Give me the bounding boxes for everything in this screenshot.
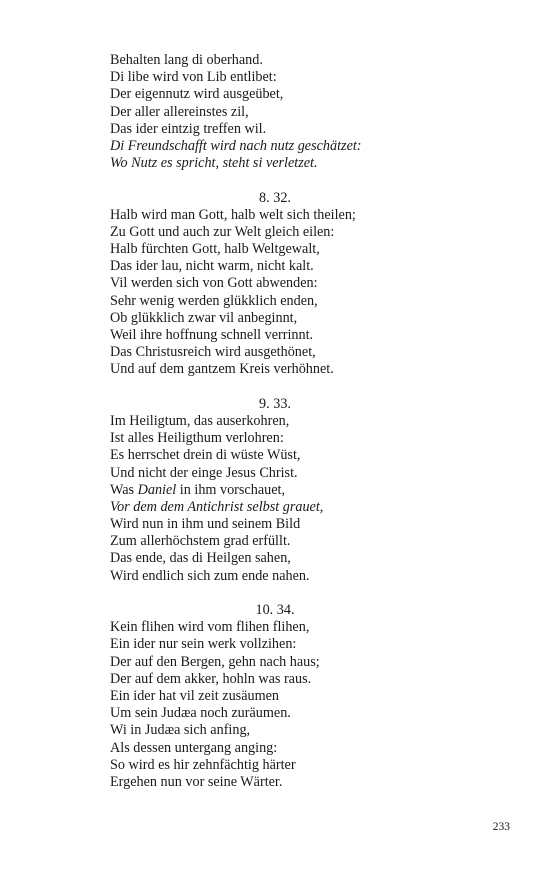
verse-line: [110, 155, 440, 172]
verse-text: Zu Gott und auch zur Welt gleich eilen:: [110, 223, 335, 240]
verse-text: Ergehen nun vor seine Wärter.: [110, 773, 283, 790]
stanza-heading: 10. 34.: [255, 602, 295, 618]
verse-line: [110, 619, 440, 636]
stanza-heading: 9. 33.: [259, 395, 291, 412]
verse-text: Ist alles Heiligthum verlohren:: [110, 430, 284, 447]
verse-line: [110, 688, 440, 705]
verse-line: [110, 361, 440, 378]
verse-line: [110, 705, 440, 722]
verse-text: Im Heiligtum, das auserkohren,: [110, 412, 290, 429]
verse-text: Als dessen untergang anging:: [110, 739, 278, 756]
verse-text: Weil ihre hoffnung schnell verrinnt.: [110, 327, 314, 343]
verse-line: [110, 740, 440, 757]
verse-text: Das ider eintzig treffen wil.: [110, 120, 267, 137]
italic-text: Wo Nutz es spricht, steht si verletzet.: [110, 155, 318, 172]
verse-text: Und auf dem gantzem Kreis verhöhnet.: [110, 361, 334, 378]
verse-text: Sehr wenig werden glükklich enden,: [110, 292, 318, 309]
verse-text: Das Christusreich wird ausgethönet,: [110, 344, 316, 361]
stanza-gap: [110, 585, 440, 602]
verse-line: [110, 499, 440, 516]
verse-text: Der auf dem akker, hohln was raus.: [110, 670, 312, 687]
verse-line: [110, 69, 440, 86]
italic-text: Vor dem dem Antichrist selbst grauet,: [110, 498, 324, 515]
verse-text: Der eigennutz wird ausgeübet,: [110, 86, 284, 103]
stanza: [110, 52, 440, 172]
page-number: 233: [492, 821, 510, 833]
verse-line: [110, 241, 440, 258]
verse-text: Es herrschet drein di wüste Wüst,: [110, 447, 301, 464]
verse-line: [110, 275, 440, 292]
verse-text: Wird endlich sich zum ende nahen.: [110, 567, 310, 584]
verse-text: Und nicht der einge Jesus Christ.: [110, 464, 298, 481]
verse-text: Ob glükklich zwar vil anbeginnt,: [110, 309, 298, 326]
verse-line: [110, 465, 440, 482]
verse-text: Um sein Judæa noch zuräumen.: [110, 705, 291, 722]
verse-line: [110, 104, 440, 121]
italic-text: Di Freundschafft wird nach nutz geschätzet:: [110, 137, 362, 154]
verse-line: [110, 224, 440, 241]
verse-text: Vil werden sich von Gott abwenden:: [110, 275, 318, 292]
verse-text: Das ider lau, nicht warm, nicht kalt.: [110, 258, 314, 275]
verse-line: [110, 482, 440, 499]
stanza-gap: [110, 379, 440, 396]
verse-text: Halb wird man Gott, halb welt sich theilen;: [110, 206, 356, 223]
poem-body: [110, 52, 440, 791]
verse-text: Der auf den Bergen, gehn nach haus;: [110, 653, 320, 670]
stanza: [110, 602, 440, 791]
verse-line: [110, 757, 440, 774]
verse-line: [110, 138, 440, 155]
stanza-heading: 8. 32.: [259, 189, 291, 206]
verse-text: Der aller allereinstes zil,: [110, 103, 249, 120]
verse-text: Wi in Judæa sich anfing,: [110, 722, 251, 739]
verse-line: [110, 550, 440, 567]
verse-text: in ihm vorschauet,: [176, 481, 285, 498]
verse-text: Ein ider nur sein werk vollzihen:: [110, 636, 297, 653]
verse-text: Halb fürchten Gott, halb Weltgewalt,: [110, 241, 320, 258]
stanza: [110, 396, 440, 585]
verse-line: [110, 568, 440, 585]
verse-line: [110, 293, 440, 310]
verse-text: Ein ider hat vil zeit zusäumen: [110, 687, 280, 704]
verse-line: [110, 413, 440, 430]
verse-text: Kein flihen wird vom flihen flihen,: [110, 619, 310, 636]
verse-text: Das ende, das di Heilgen sahen,: [110, 550, 291, 567]
verse-text: Zum allerhöchstem grad erfüllt.: [110, 533, 291, 550]
stanza: [110, 190, 440, 379]
verse-line: [110, 121, 440, 138]
verse-line: [110, 636, 440, 653]
verse-text: Di libe wird von Lib entlibet:: [110, 69, 277, 86]
verse-text: Was: [110, 481, 138, 498]
verse-line: [110, 310, 440, 327]
verse-line: [110, 86, 440, 103]
verse-line: [110, 516, 440, 533]
verse-text: Wird nun in ihm und seinem Bild: [110, 516, 301, 533]
verse-line: [110, 258, 440, 275]
verse-line: [110, 654, 440, 671]
verse-line: [110, 722, 440, 739]
verse-line: [110, 671, 440, 688]
verse-line: [110, 447, 440, 464]
verse-line: [110, 207, 440, 224]
verse-text: Behalten lang di oberhand.: [110, 52, 263, 68]
verse-line: [110, 344, 440, 361]
verse-text: So wird es hir zehnfächtig härter: [110, 756, 296, 773]
verse-line: [110, 430, 440, 447]
verse-line: [110, 52, 440, 69]
verse-line: [110, 774, 440, 791]
verse-line: [110, 533, 440, 550]
verse-line: [110, 327, 440, 344]
stanza-gap: [110, 172, 440, 189]
italic-text: Daniel: [137, 481, 177, 498]
